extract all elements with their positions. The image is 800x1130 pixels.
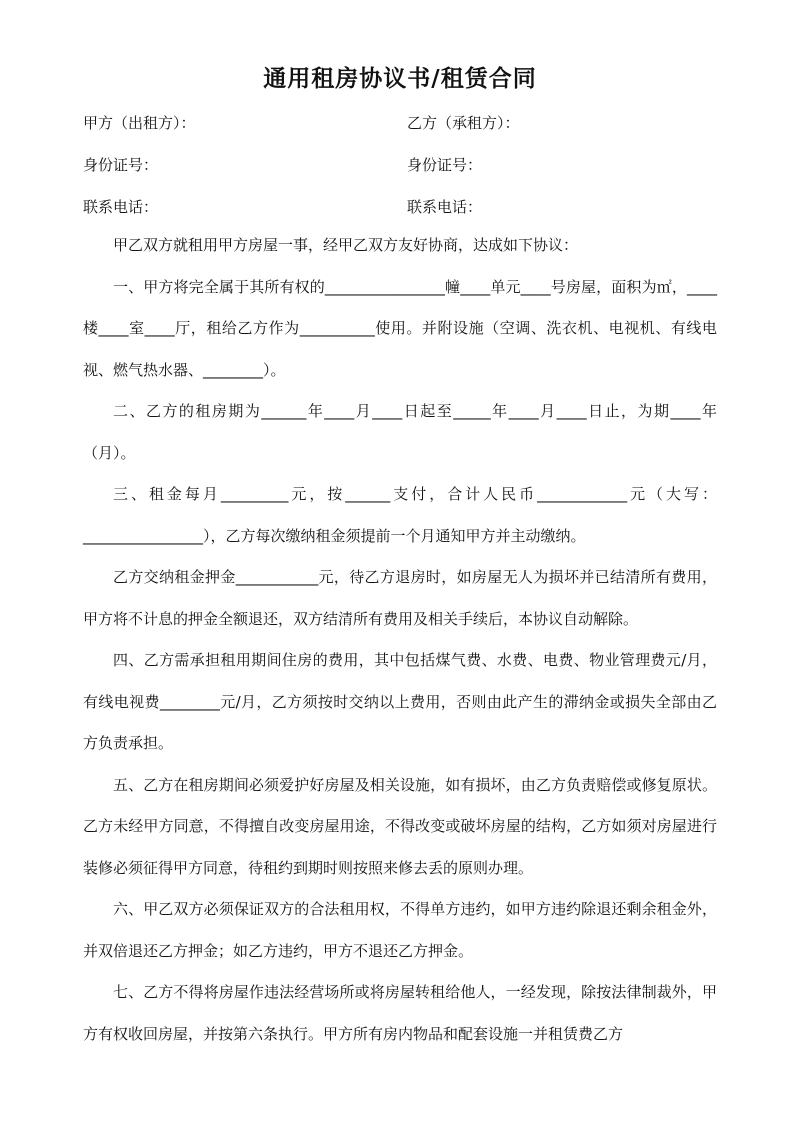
party-b-label: 乙方（承租方）： xyxy=(407,114,520,132)
clause-3-paragraph: 三、租金每月_________元，按______支付，合计人民币____________元（大写：________________），乙方每次缴纳租金须提前一个月通知甲方并主动缴纳。 xyxy=(83,485,717,545)
deposit-paragraph: 乙方交纳租金押金___________元，待乙方退房时，如房屋无人为损坏并已结清所有费用，甲方将不计息的押金全额退还，双方结清所有费用及相关手续后，本协议自动解除。 xyxy=(83,568,717,628)
clause-5-paragraph: 五、乙方在租房期间必须爱护好房屋及相关设施，如有损坏，由乙方负责赔偿或修复原状。乙方未经甲方同意，不得擅自改变房屋用途，不得改变或破坏房屋的结构，乙方如须对房屋进行装修必须征得甲方同意，待租约到期时则按照来修去丢的原则办理。 xyxy=(83,775,717,877)
clause-1-paragraph: 一、甲方将完全属于其所有权的________________幢____单元____号房屋，面积为㎡，____楼____室____厅，租给乙方作为__________使用。并附设施（空调、洗衣机、电视机、有线电视、燃气热水器、________）。 xyxy=(83,277,717,379)
party-a-id-label: 身份证号： xyxy=(83,156,159,174)
clause-6-paragraph: 六、甲乙双方必须保证双方的合法租用权，不得单方违约，如甲方违约除退还剩余租金外，并双倍退还乙方押金；如乙方违约，甲方不退还乙方押金。 xyxy=(83,900,717,960)
agreement-body xyxy=(83,225,717,1055)
intro-paragraph: 甲乙双方就租用甲方房屋一事，经甲乙双方友好协商，达成如下协议： xyxy=(113,236,579,254)
clause-7-paragraph: 七、乙方不得将房屋作违法经营场所或将房屋转租给他人，一经发现，除按法律制裁外，甲方有权收回房屋，并按第六条执行。甲方所有房内物品和配套设施一并租赁费乙方 xyxy=(83,983,717,1043)
party-a-label: 甲方（出租方）： xyxy=(83,114,196,132)
document-title: 通用租房协议书/租赁合同 xyxy=(263,66,537,92)
clause-2-paragraph: 二、乙方的租房期为______年____月____日起至_____年____月____日止，为期____年（月）。 xyxy=(83,402,717,462)
party-b-phone-label: 联系电话： xyxy=(407,198,483,216)
party-b-id-label: 身份证号： xyxy=(407,156,483,174)
party-a-phone-label: 联系电话： xyxy=(83,198,159,216)
clause-4-paragraph: 四、乙方需承担租用期间住房的费用，其中包括煤气费、水费、电费、物业管理费元/月，有线电视费________元/月，乙方须按时交纳以上费用，否则由此产生的滞纳金或损失全部由乙方负责承担。 xyxy=(83,651,717,752)
